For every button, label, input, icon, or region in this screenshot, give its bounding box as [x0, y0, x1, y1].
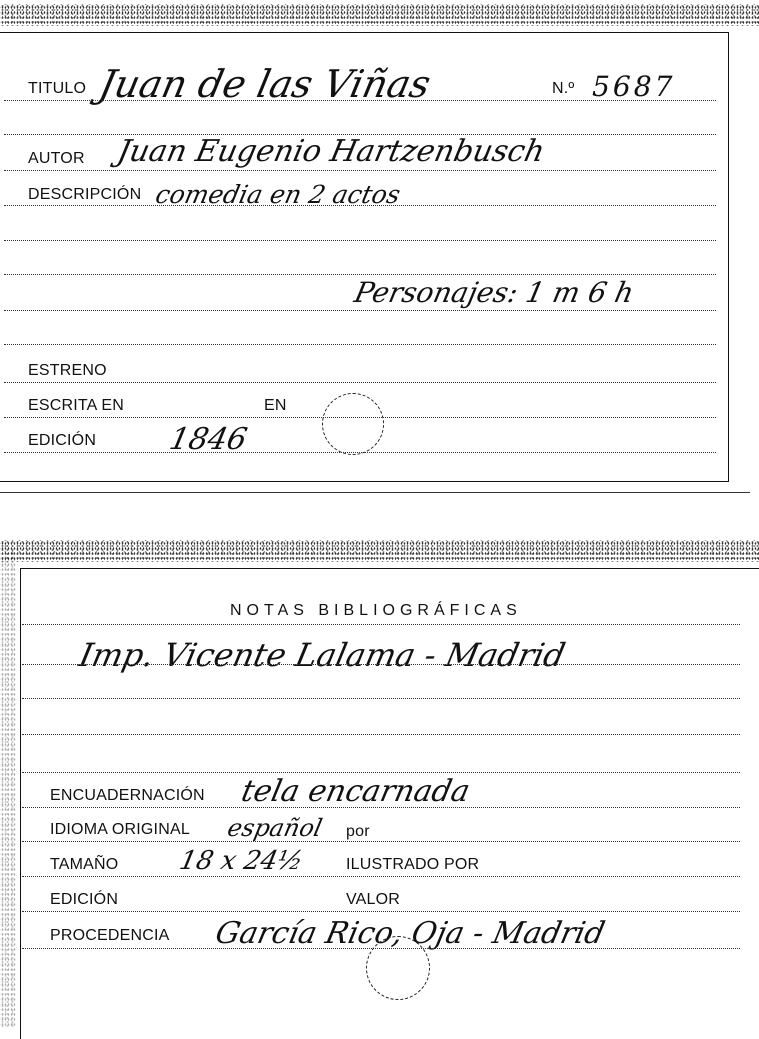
numero-label: N.º [552, 80, 575, 97]
encuadernacion-line [22, 807, 740, 808]
titulo-line [4, 100, 716, 101]
autor-label: AUTOR [28, 150, 85, 167]
edicion-value: 1846 [166, 422, 251, 457]
autor-line [4, 170, 716, 171]
catalog-card-front [0, 0, 759, 492]
edicion-line [22, 911, 740, 912]
descripcion-line [4, 205, 716, 206]
tamano-label: TAMAÑO [50, 856, 119, 873]
autor-value: Juan Eugenio Hartzenbusch [114, 134, 548, 169]
tamano-value: 18 x 24½ [176, 846, 306, 876]
notas-line [22, 624, 740, 625]
descripcion-label: DESCRIPCIÓN [28, 186, 142, 203]
blank-line [4, 310, 716, 311]
escrita-en-label: ESCRITA EN [28, 397, 124, 414]
blank-line [4, 274, 716, 275]
estreno-line [4, 382, 716, 383]
punch-hole-stamp [322, 393, 384, 455]
procedencia-value: García Rico, Oja - Madrid [212, 916, 608, 951]
blank-line [22, 698, 740, 699]
titulo-value: Juan de las Viñas [95, 62, 435, 106]
blank-line [22, 772, 740, 773]
tamano-line [22, 876, 740, 877]
idioma-label: IDIOMA ORIGINAL [50, 821, 190, 838]
notas-heading: NOTAS BIBLIOGRÁFICAS [230, 602, 522, 619]
punch-hole-stamp [366, 936, 430, 1000]
edicion-label: EDICIÓN [28, 432, 97, 449]
blank-line [4, 344, 716, 345]
ilustrado-label: ILUSTRADO POR [346, 856, 480, 873]
numero-value: 5687 [588, 70, 679, 103]
encuadernacion-value: tela encarnada [238, 774, 473, 809]
notas-value: Imp. Vicente Lalama - Madrid [75, 636, 569, 674]
catalog-card-back [0, 536, 759, 1028]
encuadernacion-label: ENCUADERNACIÓN [50, 787, 205, 804]
notas-line [22, 664, 740, 665]
card-left-edge-texture [0, 556, 16, 1028]
personajes-note: Personajes: 1 m 6 h [351, 276, 637, 309]
procedencia-label: PROCEDENCIA [50, 927, 170, 944]
valor-label: VALOR [346, 891, 401, 908]
estreno-label: ESTRENO [28, 362, 107, 379]
idioma-value: español [225, 814, 325, 842]
por-label: por [346, 823, 370, 840]
idioma-line [22, 841, 740, 842]
card-top-edge-texture [0, 4, 759, 26]
card-top-edge-texture [0, 540, 759, 562]
blank-line [4, 240, 716, 241]
blank-line [22, 734, 740, 735]
en-label: EN [264, 397, 287, 414]
titulo-label: TITULO [28, 80, 87, 97]
edicion-label: EDICIÓN [50, 891, 119, 908]
card-divider [0, 492, 750, 493]
descripcion-value: comedia en 2 actos [152, 180, 404, 209]
